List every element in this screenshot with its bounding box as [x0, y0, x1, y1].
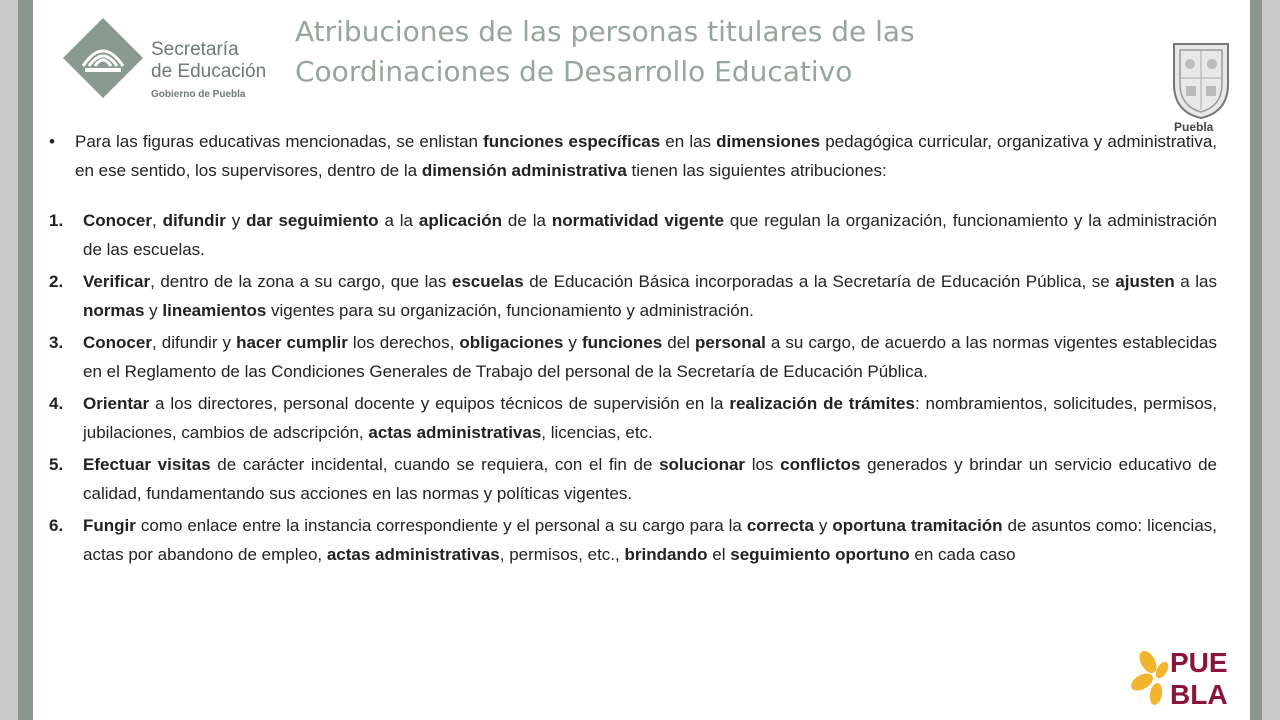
- list-item-number: 2.: [49, 272, 64, 291]
- list-item-bold: Conocer: [83, 211, 152, 230]
- list-item-bold: personal: [695, 333, 766, 352]
- list-item-text: , dentro de la zona a su cargo, que las: [150, 272, 452, 291]
- list-item-text: y: [144, 300, 163, 320]
- brand-top: PUE: [1170, 647, 1228, 678]
- puebla-coat-of-arms-icon: [1166, 38, 1236, 120]
- list-item-bold: difundir: [162, 211, 226, 230]
- list-item-text: vigentes para su organización, funcionamiento y administración.: [266, 300, 754, 320]
- list-item-text: y: [563, 333, 582, 352]
- list-item-bold: aplicación: [418, 211, 503, 230]
- list-item-text: de Educación Básica incorporadas a la Secretaría de Educación Pública, se: [523, 272, 1116, 291]
- logo-line1: Secretaría: [151, 39, 239, 60]
- list-item-text: que regulan la organización, funcionamiento y la administración de las escuelas.: [83, 211, 1218, 259]
- secretaria-logo-text: [151, 39, 266, 100]
- crest-label: Puebla: [1174, 120, 1214, 134]
- title-line2: Coordinaciones de Desarrollo Educativo: [295, 55, 853, 88]
- list-item-number: 5.: [49, 455, 64, 474]
- slide: [33, 0, 1250, 720]
- list-item-bold: actas administrativas: [368, 422, 542, 442]
- secretaria-educacion-emblem-icon: [61, 16, 145, 100]
- title-line1: Atribuciones de las personas titulares de las: [295, 15, 915, 48]
- list-item-text: y: [225, 211, 247, 230]
- list-item-number: 1.: [49, 211, 64, 230]
- puebla-crest: [1166, 38, 1236, 134]
- list-item-text: ,: [151, 211, 163, 230]
- slide-edge-left: [0, 0, 18, 720]
- list-item: [49, 268, 1217, 325]
- list-item-bold: Efectuar visitas: [83, 455, 211, 474]
- intro-bold: dimensiones: [716, 132, 821, 151]
- list-item-text: : nombramientos, solicitudes, permisos, jubilaciones, cambios de adscripción,: [83, 394, 1217, 442]
- list-item: [49, 207, 1217, 264]
- intro-text: Para las figuras educativas mencionadas, se enlistan: [75, 132, 484, 151]
- puebla-brand-logo: [1130, 640, 1242, 710]
- logo-line3: Gobierno de Puebla: [151, 89, 246, 100]
- list-item-bold: normatividad vigente: [551, 211, 724, 230]
- list-item-bold: escuelas: [451, 272, 524, 291]
- list-item-bold: Verificar: [83, 272, 151, 291]
- list-item: [49, 329, 1217, 386]
- intro-paragraph: [49, 128, 1217, 185]
- list-item-number: 6.: [49, 516, 64, 535]
- list-item-text: , permisos, etc.,: [499, 544, 625, 564]
- list-item-number: 3.: [49, 333, 64, 352]
- list-item-text: a su cargo, de acuerdo a las normas vigentes establecidas en el Reglamento de las Condiciones Generales de Trabajo del personal de la Secretaría de Educación Pública.: [83, 333, 1217, 381]
- list-item-text: el: [707, 544, 731, 564]
- list-item-text: , difundir y: [151, 333, 237, 352]
- list-item: [49, 390, 1217, 447]
- list-item-bold: Conocer: [83, 333, 152, 352]
- logo-line2: de Educación: [151, 61, 267, 82]
- list-item-text: generados y brindar un servicio educativo de calidad, fundamentando sus acciones en las normas y políticas vigentes.: [83, 455, 1217, 503]
- list-item-text: a las: [1174, 272, 1217, 291]
- list-item-text: los: [745, 455, 781, 474]
- list-item-text: del: [662, 333, 696, 352]
- list-item-bold: normas: [83, 300, 145, 320]
- list-item-text: y: [813, 516, 833, 535]
- list-item-bold: funciones: [581, 333, 663, 352]
- list-item-bold: ajusten: [1115, 272, 1175, 291]
- list-item-bold: oportuna tramitación: [832, 516, 1003, 535]
- list-item-bold: conflictos: [780, 455, 861, 474]
- brand-bottom: BLA: [1170, 679, 1228, 710]
- list-item-number: 4.: [49, 394, 64, 413]
- intro-text: tienen las siguientes atribuciones:: [626, 160, 887, 180]
- secretaria-logo: [61, 16, 291, 106]
- intro-text: pedagógica curricular, organizativa y administrativa, en ese sentido, los supervisores, dentro de la: [75, 132, 1218, 180]
- main-content: [49, 128, 1217, 573]
- list-item-text: en cada caso: [909, 544, 1016, 564]
- list-item-text: , licencias, etc.: [541, 422, 653, 442]
- list-item-bold: hacer cumplir: [236, 333, 348, 352]
- list-item-bold: Fungir: [83, 516, 136, 535]
- bullet-icon: •: [49, 132, 55, 151]
- list-item-bold: dar seguimiento: [246, 211, 379, 230]
- attributions-list: [49, 207, 1217, 569]
- list-item-bold: correcta: [746, 516, 814, 535]
- list-item-bold: Orientar: [83, 394, 150, 413]
- list-item-bold: solucionar: [659, 455, 746, 474]
- list-item-text: de carácter incidental, cuando se requiera, con el fin de: [210, 455, 660, 474]
- slide-edge-right: [1262, 0, 1280, 720]
- list-item-bold: lineamientos: [162, 300, 267, 320]
- list-item-text: como enlace entre la instancia correspondiente y el personal a su cargo para la: [135, 516, 747, 535]
- list-item-bold: realización de trámites: [729, 394, 915, 413]
- intro-bold: dimensión administrativa: [421, 160, 627, 180]
- list-item-bold: obligaciones: [459, 333, 564, 352]
- list-item-bold: actas administrativas: [326, 544, 500, 564]
- intro-bold: funciones específicas: [483, 132, 661, 151]
- list-item-text: de asuntos como: licencias, actas por abandono de empleo,: [83, 516, 1217, 564]
- list-item-text: de la: [502, 211, 552, 230]
- list-item: [49, 451, 1217, 508]
- list-item-bold: seguimiento oportuno: [730, 544, 910, 564]
- list-item-text: a la: [378, 211, 419, 230]
- list-item-text: a los directores, personal docente y equipos técnicos de supervisión en la: [149, 394, 730, 413]
- intro-text: en las: [660, 132, 717, 151]
- puebla-flower-icon: [1130, 648, 1171, 706]
- page-title: [295, 12, 1115, 92]
- list-item: [49, 512, 1217, 569]
- list-item-text: los derechos,: [347, 333, 460, 352]
- list-item-bold: brindando: [624, 544, 708, 564]
